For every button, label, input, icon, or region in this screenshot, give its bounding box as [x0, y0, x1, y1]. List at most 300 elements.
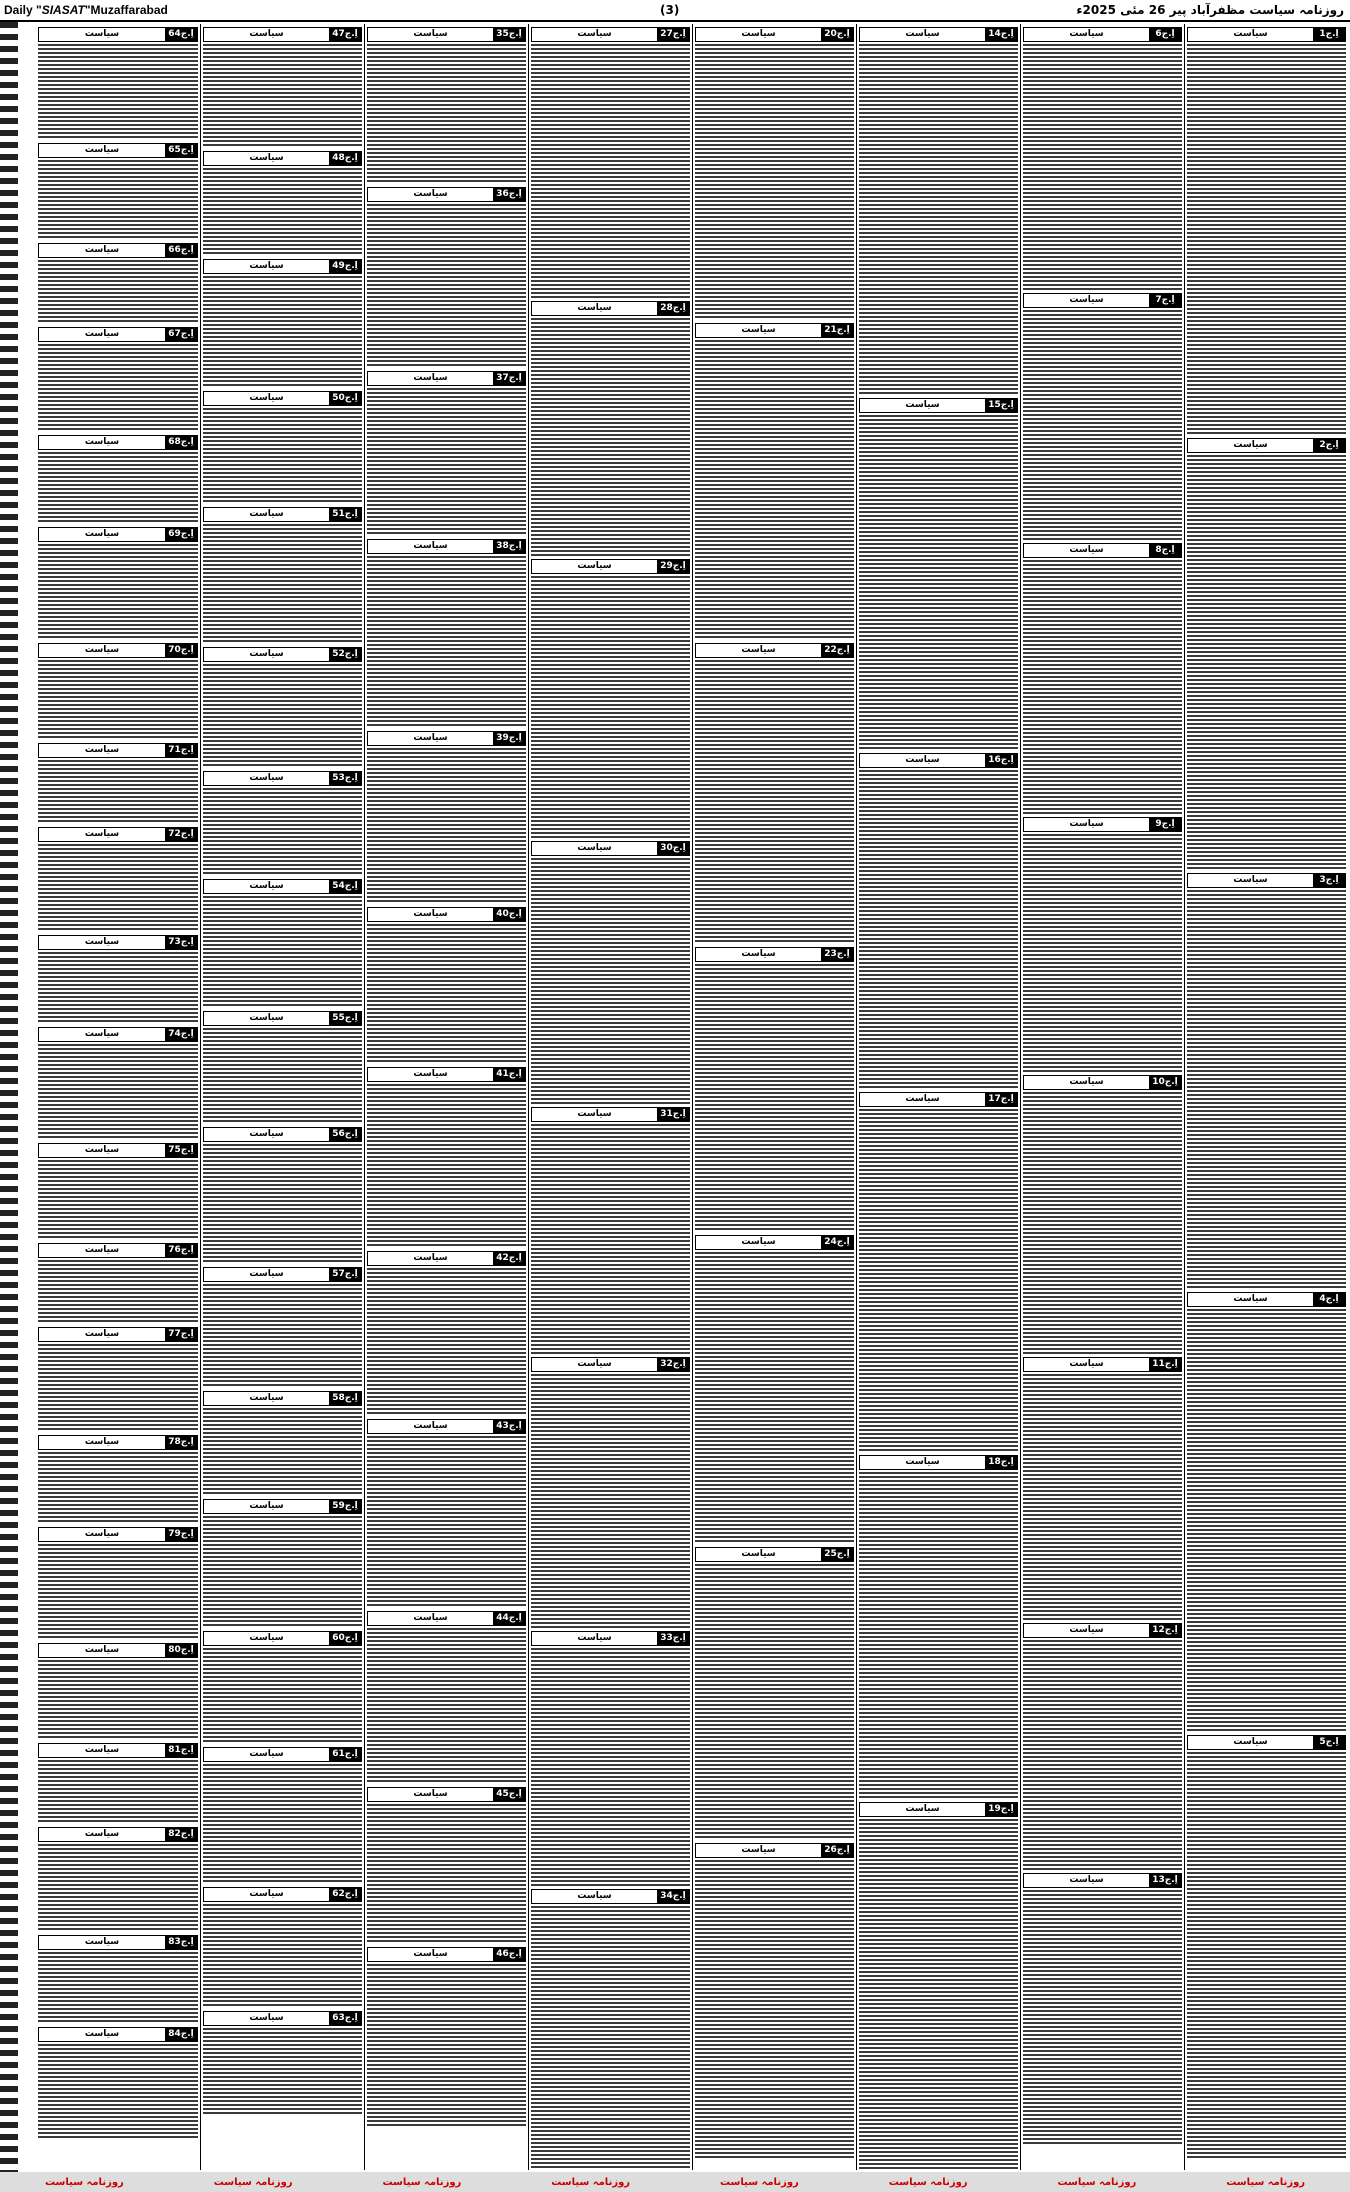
notice-number: اِ.ج15: [985, 399, 1017, 412]
notice-brand-label: سیاست: [577, 303, 612, 313]
notice: [367, 27, 526, 184]
notice-body-text: [531, 1374, 690, 1628]
page-header: [0, 0, 1350, 22]
notice-brand-label: سیاست: [249, 1633, 284, 1643]
notice-number: اِ.ج83: [165, 1936, 197, 1949]
notice: [203, 1747, 362, 1884]
notice: [203, 1127, 362, 1264]
notice-body-text: [38, 1160, 198, 1240]
notice-number: اِ.ج46: [493, 1948, 525, 1961]
notice-body-text: [367, 1804, 526, 1944]
notice-header: [1187, 1292, 1346, 1307]
notice-header: [859, 398, 1018, 413]
notice-brand-label: سیاست: [413, 189, 448, 199]
notice-number: اِ.ج49: [329, 260, 361, 273]
notice-brand-label: سیاست: [84, 329, 120, 339]
notice: [859, 27, 1018, 395]
notice-number: اِ.ج76: [165, 1244, 197, 1257]
notice-number: اِ.ج64: [165, 28, 197, 41]
notice-body-text: [203, 2028, 362, 2116]
notice-header: [1023, 293, 1182, 308]
column: [856, 24, 1020, 2170]
notice-brand-label: سیاست: [577, 1633, 612, 1643]
notice-body-text: [38, 1844, 198, 1932]
notice-number: اِ.ج75: [165, 1144, 197, 1157]
notice-number: اِ.ج45: [493, 1788, 525, 1801]
notice-header: [38, 827, 198, 842]
notice-header: [203, 1267, 362, 1282]
notice-brand-label: سیاست: [1069, 1359, 1104, 1369]
notice-brand-label: سیاست: [1069, 295, 1104, 305]
notice-number: اِ.ج5: [1313, 1736, 1345, 1749]
notice-header: [203, 151, 362, 166]
notice: [203, 2011, 362, 2116]
notice-header: [367, 1947, 526, 1962]
notice: [859, 1455, 1018, 1799]
notice: [38, 143, 198, 240]
city-name: Muzaffarabad: [90, 3, 168, 17]
notice-header: [203, 771, 362, 786]
notice-body-text: [38, 344, 198, 432]
notice: [38, 27, 198, 140]
notice-header: [1187, 873, 1346, 888]
notice-header: [203, 647, 362, 662]
notice-body-text: [38, 1260, 198, 1324]
notice: [203, 771, 362, 876]
notice-body-text: [367, 388, 526, 536]
notice-brand-label: سیاست: [249, 509, 284, 519]
notice-body-text: [38, 544, 198, 640]
notice-number: اِ.ج30: [657, 842, 689, 855]
notice-body-text: [1023, 1640, 1182, 1870]
notice: [367, 1067, 526, 1248]
notice-number: اِ.ج69: [165, 528, 197, 541]
classified-columns: [20, 24, 1348, 2170]
notice: [1023, 543, 1182, 814]
notice: [38, 1527, 198, 1640]
notice-body-text: [38, 660, 198, 740]
notice-header: [531, 27, 690, 42]
notice-header: [38, 1743, 198, 1758]
notice-body-text: [203, 44, 362, 148]
notice-brand-label: سیاست: [905, 29, 940, 39]
notice-brand-label: سیاست: [249, 153, 284, 163]
notice-header: [38, 643, 198, 658]
notice-number: اِ.ج39: [493, 732, 525, 745]
notice-number: اِ.ج62: [329, 1888, 361, 1901]
notice-body-text: [367, 748, 526, 904]
notice-header: [531, 1631, 690, 1646]
notice-brand-label: سیاست: [1069, 819, 1104, 829]
notice-body-text: [38, 844, 198, 932]
notice-header: [1023, 1075, 1182, 1090]
notice-body-text: [1187, 890, 1346, 1289]
notice-number: اِ.ج3: [1313, 874, 1345, 887]
notice-header: [859, 1455, 1018, 1470]
notice-number: اِ.ج16: [985, 754, 1017, 767]
notice-header: [695, 947, 854, 962]
notice: [1187, 438, 1346, 870]
notice-number: اِ.ج56: [329, 1128, 361, 1141]
notice-number: اِ.ج40: [493, 908, 525, 921]
notice: [695, 1843, 854, 2160]
notice: [367, 1419, 526, 1608]
notice-number: اِ.ج78: [165, 1436, 197, 1449]
notice-brand-label: سیاست: [413, 373, 448, 383]
notice-body-text: [1187, 44, 1346, 435]
notice-number: اِ.ج8: [1149, 544, 1181, 557]
notice-body-text: [203, 1648, 362, 1744]
notice: [367, 731, 526, 904]
notice-number: اِ.ج12: [1149, 1624, 1181, 1637]
notice-header: [367, 539, 526, 554]
notice-header: [38, 1435, 198, 1450]
notice-brand-label: سیاست: [741, 1237, 776, 1247]
notice-body-text: [203, 408, 362, 504]
notice-header: [203, 1499, 362, 1514]
notice-header: [695, 643, 854, 658]
notice-brand-label: سیاست: [577, 1891, 612, 1901]
notice-number: اِ.ج80: [165, 1644, 197, 1657]
notice-header: [531, 301, 690, 316]
notice: [367, 1947, 526, 2128]
notice-body-text: [1187, 1309, 1346, 1732]
footer-strip: [0, 2172, 1350, 2192]
notice-body-text: [38, 452, 198, 524]
notice-number: اِ.ج51: [329, 508, 361, 521]
notice-header: [203, 1887, 362, 1902]
notice-brand-label: سیاست: [84, 829, 120, 839]
notice-brand-label: سیاست: [905, 400, 940, 410]
column: [1020, 24, 1184, 2170]
notice-header: [38, 243, 198, 258]
notice-body-text: [695, 1860, 854, 2160]
notice: [1023, 27, 1182, 290]
footer-label: روزنامہ سیاست: [1057, 2176, 1137, 2188]
notice-header: [367, 1787, 526, 1802]
notice-number: اِ.ج63: [329, 2012, 361, 2025]
notice-header: [38, 1327, 198, 1342]
notice-body-text: [203, 788, 362, 876]
notice-brand-label: سیاست: [905, 1094, 940, 1104]
notice-brand-label: سیاست: [84, 1329, 120, 1339]
notice-number: اِ.ج24: [821, 1236, 853, 1249]
notice: [1187, 1735, 1346, 2159]
notice-number: اِ.ج22: [821, 644, 853, 657]
notice-header: [695, 323, 854, 338]
notice-header: [38, 1827, 198, 1842]
notice-brand-label: سیاست: [1069, 1875, 1104, 1885]
notice: [203, 507, 362, 644]
notice-number: اِ.ج20: [821, 28, 853, 41]
notice-header: [203, 1631, 362, 1646]
notice-header: [1023, 1623, 1182, 1638]
notice: [38, 643, 198, 740]
notice-body-text: [203, 1764, 362, 1884]
notice-brand-label: سیاست: [1233, 1737, 1268, 1747]
notice-header: [859, 753, 1018, 768]
footer-label: روزنامہ سیاست: [213, 2176, 293, 2188]
notice-brand-label: سیاست: [84, 745, 120, 755]
notice-brand-label: سیاست: [249, 1749, 284, 1759]
notice-header: [38, 327, 198, 342]
notice-header: [531, 841, 690, 856]
notice-header: [203, 1391, 362, 1406]
notice-number: اِ.ج67: [165, 328, 197, 341]
notice-body-text: [531, 858, 690, 1104]
notice-number: اِ.ج53: [329, 772, 361, 785]
notice-body-text: [695, 340, 854, 640]
notice: [38, 243, 198, 324]
notice-header: [531, 1107, 690, 1122]
notice: [203, 879, 362, 1008]
notice-brand-label: سیاست: [577, 1109, 612, 1119]
notice-number: اِ.ج47: [329, 28, 361, 41]
notice-number: اِ.ج25: [821, 1548, 853, 1561]
notice-body-text: [1023, 1374, 1182, 1620]
notice-number: اِ.ج1: [1313, 28, 1345, 41]
notice-brand-label: سیاست: [84, 529, 120, 539]
notice-header: [367, 1611, 526, 1626]
notice-body-text: [367, 1084, 526, 1248]
notice: [531, 1107, 690, 1354]
notice-brand-label: سیاست: [84, 1029, 120, 1039]
notice-number: اِ.ج59: [329, 1500, 361, 1513]
notice-header: [367, 371, 526, 386]
notice-number: اِ.ج2: [1313, 439, 1345, 452]
notice-body-text: [203, 276, 362, 388]
notice-number: اِ.ج27: [657, 28, 689, 41]
notice-brand-label: سیاست: [741, 1549, 776, 1559]
notice-body-text: [859, 1819, 1018, 2170]
notice-body-text: [203, 1516, 362, 1628]
notice-body-text: [38, 1344, 198, 1432]
notice: [1187, 27, 1346, 435]
notice: [38, 327, 198, 432]
notice-body-text: [1187, 1752, 1346, 2159]
notice: [1023, 817, 1182, 1072]
notice-header: [203, 391, 362, 406]
notice-header: [203, 1747, 362, 1762]
notice-number: اِ.ج17: [985, 1093, 1017, 1106]
notice-header: [203, 259, 362, 274]
notice-number: اِ.ج71: [165, 744, 197, 757]
notice-brand-label: سیاست: [249, 1269, 284, 1279]
notice: [38, 527, 198, 640]
notice-body-text: [1187, 455, 1346, 870]
notice-header: [695, 1235, 854, 1250]
notice-header: [203, 2011, 362, 2026]
notice-brand-label: سیاست: [1233, 1294, 1268, 1304]
column: [200, 24, 364, 2170]
notice: [38, 1143, 198, 1240]
notice-body-text: [38, 760, 198, 824]
notice-header: [203, 1127, 362, 1142]
notice-body-text: [1023, 834, 1182, 1072]
notice-header: [1023, 543, 1182, 558]
notice: [367, 907, 526, 1064]
column: [36, 24, 200, 2170]
notice-body-text: [531, 576, 690, 838]
notice-number: اِ.ج44: [493, 1612, 525, 1625]
notice-brand-label: سیاست: [413, 1789, 448, 1799]
notice-body-text: [38, 1760, 198, 1824]
notice-number: اِ.ج42: [493, 1252, 525, 1265]
notice-brand-label: سیاست: [577, 29, 612, 39]
notice-header: [203, 879, 362, 894]
notice: [859, 753, 1018, 1089]
notice: [38, 743, 198, 824]
notice-number: اِ.ج18: [985, 1456, 1017, 1469]
notice: [38, 1827, 198, 1932]
masthead-english: Daily "SIASAT"Muzaffarabad: [4, 3, 168, 17]
notice-header: [367, 27, 526, 42]
notice-body-text: [203, 1144, 362, 1264]
notice-number: اِ.ج68: [165, 436, 197, 449]
notice-header: [38, 143, 198, 158]
notice: [531, 1889, 690, 2168]
notice-body-text: [367, 1436, 526, 1608]
notice-brand-label: سیاست: [1233, 875, 1268, 885]
notice-brand-label: سیاست: [84, 1645, 120, 1655]
page-number: (3): [660, 3, 680, 17]
notice-body-text: [695, 660, 854, 944]
notice-body-text: [38, 952, 198, 1024]
notice-number: اِ.ج35: [493, 28, 525, 41]
notice: [38, 1935, 198, 2024]
notice-number: اِ.ج41: [493, 1068, 525, 1081]
notice-number: اِ.ج26: [821, 1844, 853, 1857]
notice-brand-label: سیاست: [84, 937, 120, 947]
notice: [531, 27, 690, 298]
notice-number: اِ.ج66: [165, 244, 197, 257]
notice: [1023, 1623, 1182, 1870]
notice: [859, 398, 1018, 750]
notice: [38, 1243, 198, 1324]
notice-header: [1187, 27, 1346, 42]
notice-brand-label: سیاست: [1233, 440, 1268, 450]
notice: [203, 647, 362, 768]
notice-brand-label: سیاست: [249, 649, 284, 659]
notice-number: اِ.ج55: [329, 1012, 361, 1025]
notice: [367, 187, 526, 368]
notice-header: [1187, 438, 1346, 453]
notice: [203, 1391, 362, 1496]
decorative-border-strip: [0, 22, 18, 2172]
column: [692, 24, 856, 2170]
notice-header: [695, 1547, 854, 1562]
notice-header: [531, 1889, 690, 1904]
notice-header: [38, 935, 198, 950]
notice: [203, 1267, 362, 1388]
notice-number: اِ.ج9: [1149, 818, 1181, 831]
notice-number: اِ.ج21: [821, 324, 853, 337]
notice-brand-label: سیاست: [249, 261, 284, 271]
notice-number: اِ.ج23: [821, 948, 853, 961]
notice-header: [695, 27, 854, 42]
notice-number: اِ.ج29: [657, 560, 689, 573]
notice: [203, 1011, 362, 1124]
notice-body-text: [203, 524, 362, 644]
column: [1184, 24, 1348, 2170]
notice: [531, 559, 690, 838]
column: [528, 24, 692, 2170]
notice-number: اِ.ج58: [329, 1392, 361, 1405]
notice-brand-label: سیاست: [249, 1889, 284, 1899]
notice: [203, 1887, 362, 2008]
notice-brand-label: سیاست: [1069, 29, 1104, 39]
notice: [695, 323, 854, 640]
notice-number: اِ.ج73: [165, 936, 197, 949]
notice-brand-label: سیاست: [84, 1829, 120, 1839]
notice: [38, 2027, 198, 2140]
notice: [203, 151, 362, 256]
notice-body-text: [38, 44, 198, 140]
notice-header: [1187, 1735, 1346, 1750]
brand-name: SIASAT: [41, 3, 85, 17]
notice-header: [859, 27, 1018, 42]
notice-header: [367, 1419, 526, 1434]
notice-brand-label: سیاست: [249, 1129, 284, 1139]
notice-brand-label: سیاست: [84, 1529, 120, 1539]
notice-brand-label: سیاست: [249, 773, 284, 783]
notice-number: اِ.ج36: [493, 188, 525, 201]
notice-header: [203, 507, 362, 522]
notice-brand-label: سیاست: [905, 1457, 940, 1467]
notice-number: اِ.ج70: [165, 644, 197, 657]
notice: [859, 1092, 1018, 1452]
column: [364, 24, 528, 2170]
notice-header: [38, 1935, 198, 1950]
notice-number: اِ.ج61: [329, 1748, 361, 1761]
notice-body-text: [203, 1284, 362, 1388]
notice-brand-label: سیاست: [413, 29, 448, 39]
notice-header: [38, 435, 198, 450]
notice-header: [38, 1643, 198, 1658]
notice-body-text: [203, 1028, 362, 1124]
notice-number: اِ.ج4: [1313, 1293, 1345, 1306]
notice-brand-label: سیاست: [84, 1145, 120, 1155]
notice-body-text: [367, 44, 526, 184]
notice: [695, 1235, 854, 1544]
notice-brand-label: سیاست: [413, 1613, 448, 1623]
notice-brand-label: سیاست: [413, 1069, 448, 1079]
notice-header: [1023, 1357, 1182, 1372]
notice-number: اِ.ج50: [329, 392, 361, 405]
notice: [1187, 1292, 1346, 1732]
notice: [695, 643, 854, 944]
notice-number: اِ.ج74: [165, 1028, 197, 1041]
notice-body-text: [367, 556, 526, 728]
notice-brand-label: سیاست: [1069, 1077, 1104, 1087]
notice-body-text: [367, 1628, 526, 1784]
notice-brand-label: سیاست: [1069, 1625, 1104, 1635]
notice-brand-label: سیاست: [84, 29, 120, 39]
notice-number: اِ.ج54: [329, 880, 361, 893]
footer-label: روزنامہ سیاست: [888, 2176, 968, 2188]
notice: [38, 1643, 198, 1740]
notice-body-text: [38, 1044, 198, 1140]
notice-number: اِ.ج81: [165, 1744, 197, 1757]
notice-body-text: [1023, 44, 1182, 290]
notice: [203, 259, 362, 388]
notice-header: [367, 731, 526, 746]
notice-number: اِ.ج79: [165, 1528, 197, 1541]
notice: [38, 1435, 198, 1524]
notice-body-text: [859, 415, 1018, 750]
notice-brand-label: سیاست: [249, 1013, 284, 1023]
notice-brand-label: سیاست: [84, 437, 120, 447]
